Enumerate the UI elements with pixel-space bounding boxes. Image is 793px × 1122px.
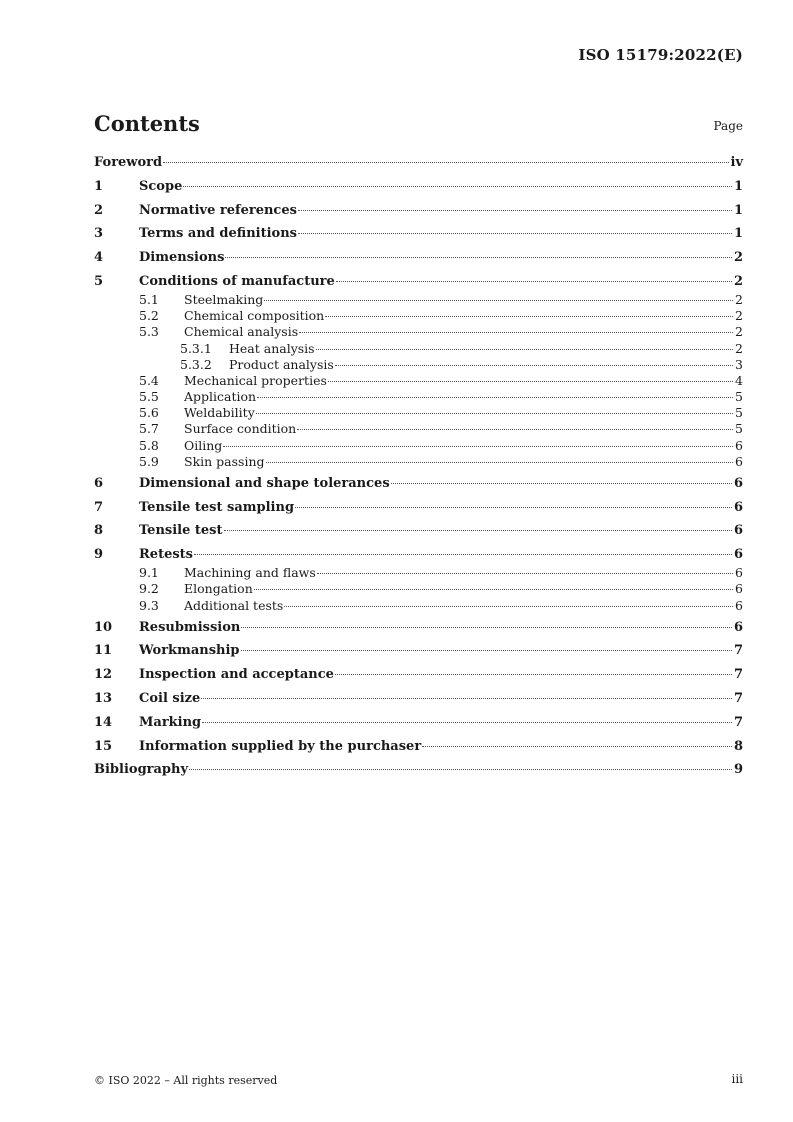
toc-entry-number: 9.2 bbox=[139, 581, 159, 597]
toc-entry-number: 5.3 bbox=[139, 324, 159, 340]
toc-entry-page: 2 bbox=[735, 291, 743, 307]
dot-leader bbox=[264, 300, 733, 301]
toc-entry-page: 6 bbox=[735, 581, 743, 597]
toc-entry[interactable] bbox=[94, 500, 743, 518]
toc-entry-title: Terms and definitions bbox=[139, 226, 297, 242]
toc-entry-title: Skin passing bbox=[184, 453, 265, 469]
toc-entry-title: Retests bbox=[139, 547, 193, 563]
toc-entry-title: Oiling bbox=[184, 437, 223, 453]
dot-leader bbox=[298, 233, 732, 234]
dot-leader bbox=[241, 650, 732, 651]
toc-entry-title: Surface condition bbox=[184, 421, 297, 437]
toc-entry[interactable] bbox=[94, 762, 743, 780]
toc-entry-page: 2 bbox=[733, 273, 743, 289]
page-column-label: Page bbox=[713, 119, 743, 133]
copyright-notice: © ISO 2022 – All rights reserved bbox=[94, 1074, 278, 1087]
dot-leader bbox=[316, 349, 733, 350]
toc-entry-title: Tensile test sampling bbox=[139, 499, 295, 515]
page-number: iii bbox=[731, 1072, 743, 1086]
toc-entry-number: 5.8 bbox=[139, 437, 159, 453]
toc-entry-page: 7 bbox=[733, 690, 743, 706]
toc-entry-page: 7 bbox=[733, 714, 743, 730]
toc-entry[interactable] bbox=[94, 565, 743, 581]
toc-entry-number: 5.5 bbox=[139, 389, 159, 405]
contents-heading: Contents bbox=[94, 111, 200, 136]
toc-entry-title: Workmanship bbox=[139, 643, 240, 659]
toc-entry-title: Information supplied by the purchaser bbox=[139, 738, 422, 754]
toc-entry-title: Dimensional and shape tolerances bbox=[139, 475, 390, 491]
document-code: ISO 15179:2022(E) bbox=[578, 46, 743, 64]
dot-leader bbox=[189, 769, 732, 770]
toc-entry-page: 5 bbox=[735, 389, 743, 405]
toc-entry-number: 6 bbox=[94, 475, 104, 491]
toc-entry-title: Tensile test bbox=[139, 523, 223, 539]
dot-leader bbox=[223, 446, 733, 447]
dot-leader bbox=[284, 606, 733, 607]
dot-leader bbox=[297, 429, 733, 430]
dot-leader bbox=[224, 530, 732, 531]
dot-leader bbox=[299, 332, 733, 333]
toc-entry[interactable] bbox=[94, 739, 743, 757]
toc-entry[interactable] bbox=[94, 389, 743, 405]
toc-entry-title: Coil size bbox=[139, 690, 201, 706]
toc-entry-title: Normative references bbox=[139, 202, 297, 218]
toc-entry[interactable] bbox=[94, 341, 743, 357]
toc-entry[interactable] bbox=[94, 547, 743, 565]
toc-entry[interactable] bbox=[94, 203, 743, 221]
toc-entry-number: 5.4 bbox=[139, 372, 159, 388]
toc-entry-page: 2 bbox=[733, 250, 743, 266]
toc-entry-page: 8 bbox=[733, 738, 743, 754]
toc-entry-title: Product analysis bbox=[229, 356, 334, 372]
dot-leader bbox=[266, 462, 734, 463]
toc-entry-number: 9.1 bbox=[139, 565, 159, 581]
toc-entry-page: 2 bbox=[735, 324, 743, 340]
toc-entry[interactable] bbox=[94, 667, 743, 685]
toc-entry-title: Heat analysis bbox=[229, 340, 315, 356]
dot-leader bbox=[336, 281, 732, 282]
toc-entry-title: Chemical composition bbox=[184, 308, 325, 324]
toc-entry-page: 6 bbox=[735, 437, 743, 453]
toc-entry-page: 2 bbox=[735, 340, 743, 356]
toc-entry[interactable] bbox=[94, 421, 743, 437]
toc-entry-number: 9.3 bbox=[139, 597, 159, 613]
toc-entry-number: 9 bbox=[94, 547, 104, 563]
toc-entry[interactable] bbox=[94, 324, 743, 340]
toc-entry-title: Dimensions bbox=[139, 250, 225, 266]
toc-entry-title: Chemical analysis bbox=[184, 324, 299, 340]
toc-entry-number: 5 bbox=[94, 273, 104, 289]
toc-entry-title: Bibliography bbox=[94, 762, 189, 778]
toc-entry[interactable] bbox=[94, 274, 743, 292]
dot-leader bbox=[335, 365, 733, 366]
dot-leader bbox=[328, 381, 733, 382]
toc-entry-number: 13 bbox=[94, 690, 113, 706]
toc-entry-page: 6 bbox=[733, 547, 743, 563]
toc-entry-page: 1 bbox=[733, 226, 743, 242]
dot-leader bbox=[202, 722, 732, 723]
toc-entry-title: Conditions of manufacture bbox=[139, 273, 335, 289]
dot-leader bbox=[317, 573, 733, 574]
toc-entry-number: 8 bbox=[94, 523, 104, 539]
toc-entry[interactable] bbox=[94, 715, 743, 733]
toc-entry-number: 2 bbox=[94, 202, 104, 218]
toc-entry-number: 7 bbox=[94, 499, 104, 515]
dot-leader bbox=[298, 210, 732, 211]
toc-entry-title: Resubmission bbox=[139, 619, 241, 635]
toc-entry-title: Foreword bbox=[94, 155, 163, 170]
dot-leader bbox=[257, 397, 733, 398]
toc-entry[interactable] bbox=[94, 357, 743, 373]
dot-leader bbox=[163, 162, 728, 163]
dot-leader bbox=[335, 674, 732, 675]
toc-entry-page: 5 bbox=[735, 421, 743, 437]
toc-entry-number: 3 bbox=[94, 226, 104, 242]
toc-entry-number: 14 bbox=[94, 714, 113, 730]
toc-entry-page: 5 bbox=[735, 405, 743, 421]
toc-entry-number: 5.9 bbox=[139, 453, 159, 469]
dot-leader bbox=[254, 589, 733, 590]
toc-entry-number: 5.6 bbox=[139, 405, 159, 421]
toc-entry-title: Application bbox=[184, 389, 257, 405]
toc-entry[interactable] bbox=[94, 226, 743, 244]
toc-entry-page: 1 bbox=[733, 202, 743, 218]
dot-leader bbox=[183, 186, 732, 187]
dot-leader bbox=[241, 627, 732, 628]
dot-leader bbox=[325, 316, 733, 317]
toc-entry-title: Additional tests bbox=[184, 597, 284, 613]
toc-entry-number: 5.1 bbox=[139, 291, 159, 307]
toc-entry-page: 1 bbox=[733, 178, 743, 194]
toc-entry-title: Steelmaking bbox=[184, 291, 264, 307]
toc-entry-number: 15 bbox=[94, 738, 113, 754]
toc-entry[interactable] bbox=[94, 476, 743, 494]
toc-entry-page: 6 bbox=[733, 499, 743, 515]
toc-entry-page: 4 bbox=[735, 372, 743, 388]
toc-entry-page: 6 bbox=[735, 597, 743, 613]
toc-entry-title: Marking bbox=[139, 714, 202, 730]
toc-entry[interactable] bbox=[94, 155, 743, 173]
toc-entry-title: Inspection and acceptance bbox=[139, 667, 334, 683]
toc-entry[interactable] bbox=[94, 691, 743, 709]
toc-entry-page: 2 bbox=[735, 308, 743, 324]
toc-entry-page: 6 bbox=[735, 453, 743, 469]
toc-entry-title: Mechanical properties bbox=[184, 372, 327, 388]
toc-entry[interactable] bbox=[94, 179, 743, 197]
toc-entry-number: 4 bbox=[94, 250, 104, 266]
toc-entry[interactable] bbox=[94, 454, 743, 470]
toc-entry-page: 6 bbox=[735, 565, 743, 581]
toc-entry-page: 6 bbox=[733, 523, 743, 539]
toc-entry-page: 6 bbox=[733, 619, 743, 635]
toc-entry[interactable] bbox=[94, 292, 743, 308]
toc-entry[interactable] bbox=[94, 598, 743, 614]
table-of-contents bbox=[94, 155, 743, 780]
toc-entry[interactable] bbox=[94, 438, 743, 454]
dot-leader bbox=[225, 257, 732, 258]
toc-entry[interactable] bbox=[94, 643, 743, 661]
toc-entry-number: 5.2 bbox=[139, 308, 159, 324]
toc-entry[interactable] bbox=[94, 405, 743, 421]
toc-entry-number: 11 bbox=[94, 643, 113, 659]
dot-leader bbox=[295, 507, 732, 508]
toc-entry-number: 5.3.1 bbox=[180, 340, 212, 356]
toc-entry-number: 10 bbox=[94, 619, 113, 635]
dot-leader bbox=[256, 413, 733, 414]
toc-entry-number: 5.7 bbox=[139, 421, 159, 437]
toc-entry-title: Weldability bbox=[184, 405, 255, 421]
toc-entry-title: Machining and flaws bbox=[184, 565, 316, 581]
toc-entry[interactable] bbox=[94, 250, 743, 268]
toc-entry-page: 6 bbox=[733, 475, 743, 491]
toc-entry[interactable] bbox=[94, 523, 743, 541]
toc-entry-page: 7 bbox=[733, 667, 743, 683]
toc-entry-page: 3 bbox=[735, 356, 743, 372]
toc-entry-page: 7 bbox=[733, 643, 743, 659]
toc-entry-page: 9 bbox=[733, 762, 743, 778]
dot-leader bbox=[194, 554, 732, 555]
toc-entry[interactable] bbox=[94, 581, 743, 597]
dot-leader bbox=[201, 698, 732, 699]
toc-entry[interactable] bbox=[94, 373, 743, 389]
toc-entry-number: 1 bbox=[94, 178, 104, 194]
toc-entry-number: 5.3.2 bbox=[180, 356, 212, 372]
toc-entry[interactable] bbox=[94, 620, 743, 638]
toc-entry-title: Scope bbox=[139, 178, 183, 194]
toc-entry-page: iv bbox=[730, 155, 743, 170]
toc-entry[interactable] bbox=[94, 308, 743, 324]
toc-entry-number: 12 bbox=[94, 667, 113, 683]
toc-entry-title: Elongation bbox=[184, 581, 253, 597]
dot-leader bbox=[391, 483, 732, 484]
dot-leader bbox=[422, 746, 732, 747]
